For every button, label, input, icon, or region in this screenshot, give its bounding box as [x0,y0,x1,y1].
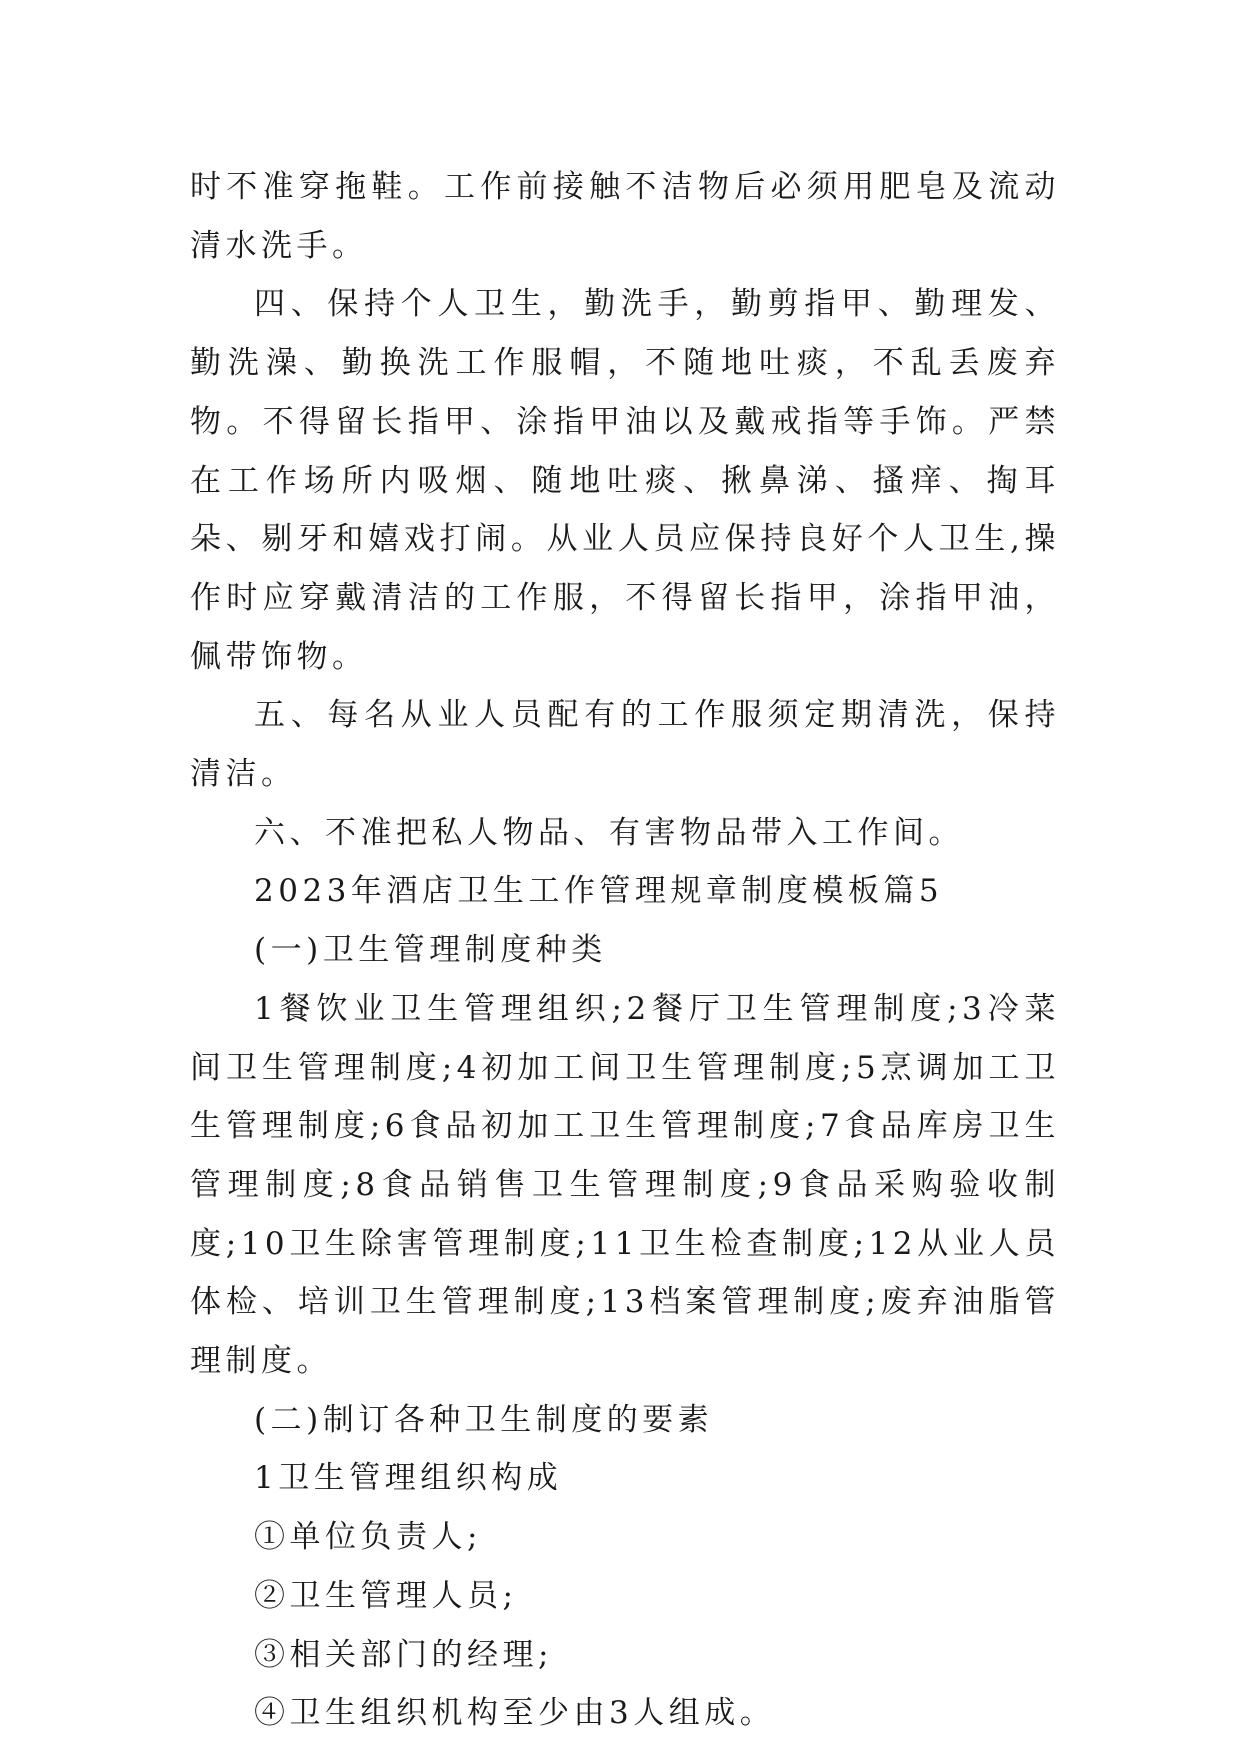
paragraph-continuation: 时不准穿拖鞋。工作前接触不洁物后必须用肥皂及流动清水洗手。 [190,169,1060,264]
list-item: ②卫生管理人员; [254,1577,518,1614]
list-item: ①单位负责人; [254,1519,482,1556]
list-item: ③相关部门的经理; [254,1636,553,1673]
list-item: ④卫生组织机构至少由3人组成。 [254,1695,776,1732]
subsection-heading-two: (二)制订各种卫生制度的要素 [254,1401,714,1438]
paragraph-item-six: 六、不准把私人物品、有害物品带入工作间。 [254,814,964,851]
paragraph-system-list: 1餐饮业卫生管理组织;2餐厅卫生管理制度;3冷菜间卫生管理制度;4初加工间卫生管理制度;5烹调加工卫生管理制度;6食品初加工卫生管理制度;7食品库房卫生管理制度;8食品销售卫生管理制度;9食品采购验收制度;10卫生除害管理制度;11卫生检查制度;12从业人员体检、培训卫生管理制度;13档案管理制度;废弃油脂管理制度。 [190,990,1060,1380]
paragraph-item-four: 四、保持个人卫生，勤洗手，勤剪指甲、勤理发、勤洗澡、勤换洗工作服帽，不随地吐痰，不乱丢废弃物。不得留长指甲、涂指甲油以及戴戒指等手饰。严禁在工作场所内吸烟、随地吐痰、揪鼻涕、搔痒、掏耳朵、剔牙和嬉戏打闹。从业人员应保持良好个人卫生,操作时应穿戴清洁的工作服，不得留长指甲，涂指甲油，佩带饰物。 [190,286,1060,675]
document-body [190,158,1060,1743]
subsection-heading-one: (一)卫生管理制度种类 [254,932,607,969]
section-title: 2023年酒店卫生工作管理规章制度模板篇5 [254,873,944,910]
list-heading: 1卫生管理组织构成 [254,1460,563,1497]
paragraph-item-five: 五、每名从业人员配有的工作服须定期清洗，保持清洁。 [190,697,1060,793]
